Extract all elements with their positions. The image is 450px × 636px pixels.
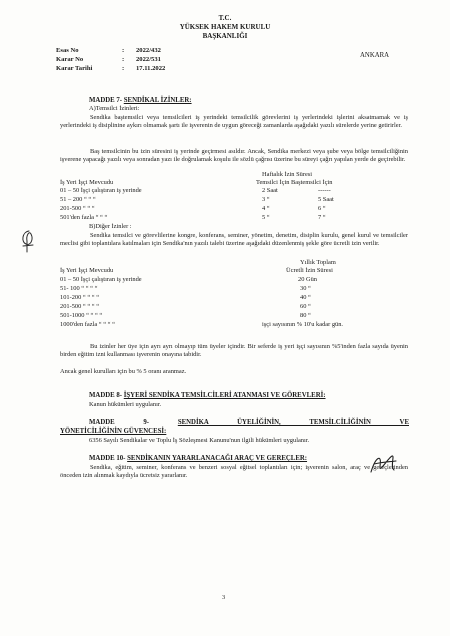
table-a-row-3-label: 501'den fazla “ “ “ — [60, 214, 108, 221]
meta-esas: Esas No : 2022/432 — [56, 47, 161, 54]
header-line-3: BAŞKANLIĞI — [202, 32, 248, 40]
table-a-row-0-val1: 2 Saat — [262, 187, 278, 194]
page-number: 3 — [222, 594, 226, 601]
handwritten-mark-icon — [20, 228, 38, 254]
table-b-row-1-label: 51- 100 “ “ “ “ — [60, 285, 98, 292]
table-a-row-1-val2: 5 Saat — [318, 196, 334, 203]
table-b-header-2: Ücretli İzin Süresi — [286, 267, 333, 274]
madde-7-sub-b: B)Diğer İzinler : — [89, 223, 132, 230]
header-line-1: T.C. — [218, 14, 232, 22]
table-a-row-2-val1: 4 “ — [262, 205, 270, 212]
table-a-row-0-label: 01 – 50 İşçi çalıştıran iş yerinde — [60, 187, 142, 194]
madde-10-title: MADDE 10- SENDİKANIN YARARLANACAĞI ARAÇ VE GEREÇLER: — [89, 455, 308, 462]
table-a-row-2-label: 201-500 “ “ “ — [60, 205, 95, 212]
madde-7-title: MADDE 7- SENDİKAL İZİNLER: — [89, 97, 192, 104]
table-a-row-1-label: 51 – 200 “ “ “ — [60, 196, 96, 203]
table-a-row-2-val2: 6 “ — [318, 205, 326, 212]
table-a-row-1-val1: 3 “ — [262, 196, 270, 203]
table-b-header-left: İş Yeri İşçi Mevcudu — [60, 267, 114, 274]
madde-10-body: Sendika, eğitim, seminer, konferans ve benzeri sosyal eğitsel toplantıları için; işverenin salon, araç ve gereçlerinden önceden izin alınmak kaydıyla ücretsiz yararlanır. — [60, 464, 408, 479]
madde-8-title: MADDE 8- İŞYERİ SENDİKA TEMSİLCİLERİ ATANMASI VE GÖREVLERİ: — [89, 392, 326, 399]
meta-karar-tarihi: Karar Tarihi : 17.11.2022 — [56, 65, 166, 72]
table-a-header-2: Temsilci İçin Baştemsilci İçin — [256, 179, 333, 186]
table-a-row-3-val2: 7 “ — [318, 214, 326, 221]
table-b-row-2-label: 101-200 “ “ “ “ — [60, 294, 100, 301]
table-b-row-5-label: 1000'den fazla “ “ “ “ — [60, 321, 115, 328]
table-b-row-0-label: 01 – 50 İşçi çalıştıran iş yerinde — [60, 276, 142, 283]
city: ANKARA — [360, 52, 390, 59]
table-b-row-4-val: 80 “ — [300, 312, 311, 319]
madde-9-body: 6356 Sayılı Sendikalar ve Toplu İş Sözleşmesi Kanunu'nun ilgili hükümleri uygulanır. — [89, 437, 310, 444]
madde-7-sub-a: A)Temsilci İzinleri: — [89, 105, 140, 112]
signature-scribble-icon — [368, 452, 398, 478]
table-b-row-1-val: 30 “ — [300, 285, 311, 292]
madde-7-para-5: Ancak genel kurulları için bu % 5 oranı aranmaz. — [60, 368, 187, 375]
table-a-row-3-val1: 5 “ — [262, 214, 270, 221]
madde-8-body: Kanun hükümleri uygulanır. — [89, 401, 162, 408]
table-b-row-0-val: 20 Gün — [298, 276, 317, 283]
madde-7-para-4: Bu izinler her üye için ayrı ayrı olmayıp tüm üyeler içindir. Bir seferde iş yeri işçi sayısının %5'inden fazla sayıda üyenin birden eğitim izni kullanması işverenin onayına tabidir. — [60, 343, 408, 358]
table-a-header-1: Haftalık İzin Süresi — [262, 171, 313, 178]
table-b-row-4-label: 501-1000 “ “ “ “ — [60, 312, 103, 319]
table-b-header-1: Yıllık Toplam — [300, 259, 336, 266]
madde-7-para-1: Sendika baştemsilci veya temsilcileri iş yerindeki temsilcilik görevlerini iş yerlerindeki işlerini aksatmamak ve iş yerlerindeki iş disiplinine aykırı olmamak şartı ile işverenin de uygun göreceği zamanlarda aşağıdaki yazılı sürelerde yerine getirirler. — [60, 114, 408, 129]
madde-7-para-3: Sendika temsilci ve görevlilerine kongre, konferans, seminer, yönetim, denetim, disiplin kurulu, genel kurul ve temsilciler meclisi gibi toplantılara katılmaları için Sendika'nın yazılı talebi üzerine aşağıdaki düzenlenmiş şekle göre ücretli izin verilir. — [60, 232, 408, 247]
table-b-row-3-label: 201-500 “ “ “ “ — [60, 303, 100, 310]
table-b-row-5-val: işçi sayısının % 10'u kadar gün. — [262, 321, 344, 328]
header-line-2: YÜKSEK HAKEM KURULU — [179, 23, 271, 31]
madde-9-title-line-2: YÖNETİCİLİĞİNİN GÜVENCESİ: — [60, 428, 167, 435]
table-a-header-left: İş Yeri İşçi Mevcudu — [60, 179, 114, 186]
table-a-row-0-val2: ------ — [318, 187, 331, 194]
madde-9-title-line-1: MADDE 9- SENDİKA ÜYELİĞİNİN, TEMSİLCİLİĞİNİN VE — [89, 419, 409, 426]
table-b-row-3-val: 60 “ — [300, 303, 311, 310]
meta-karar: Karar No : 2022/531 — [56, 56, 161, 63]
madde-7-para-2: Baş temsilcinin bu izin süresini iş yerinde geçirmesi asıldır. Ancak, Sendika merkezi veya şube veya bölge temsilciliğinin işverene yapacağı yazılı veya sonradan yazı ile doğrulamak koşulu ile sözlü çağrısı üzerine bu süreyi çağrı yapılan yerde de geçirebilir. — [60, 148, 408, 163]
table-b-row-2-val: 40 “ — [300, 294, 311, 301]
